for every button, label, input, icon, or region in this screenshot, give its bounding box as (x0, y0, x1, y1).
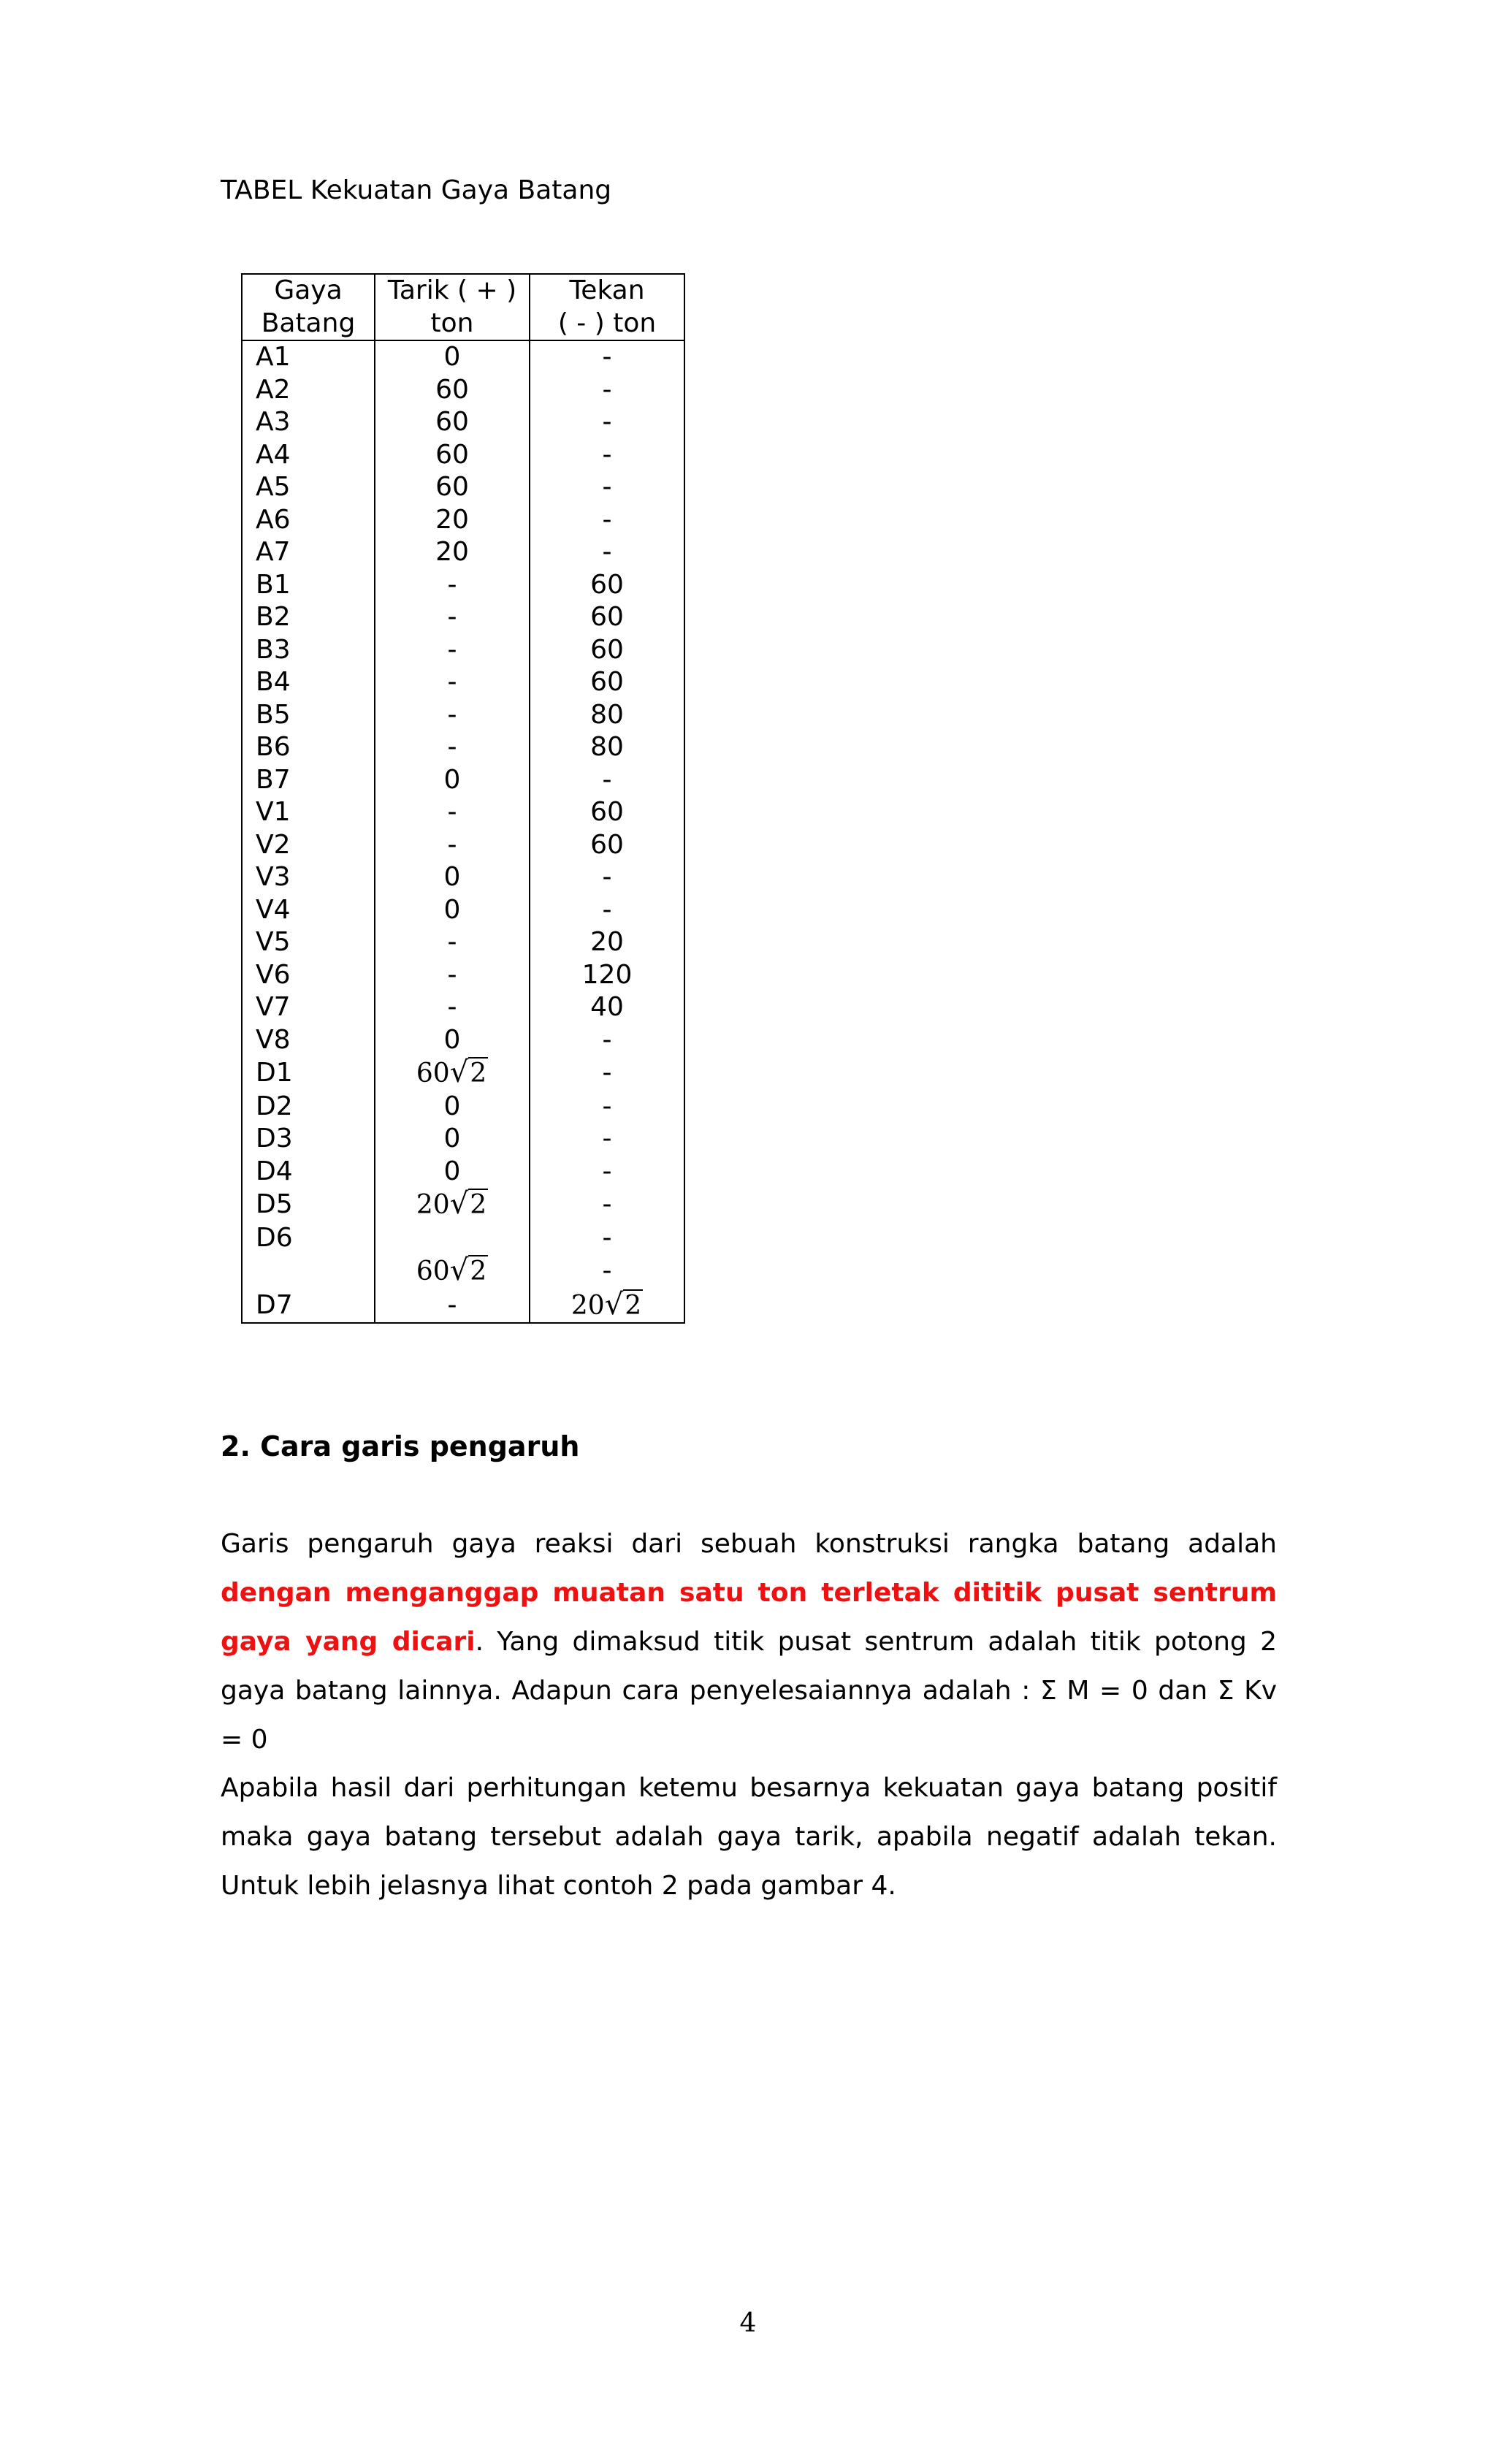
cell-tekan: - (530, 504, 684, 537)
table-row (242, 1091, 684, 1124)
cell-tekan: 80 (530, 731, 684, 764)
header-line: Batang (261, 308, 356, 338)
sqrt-value: 60√2 (416, 1056, 487, 1089)
cell-member: B2 (242, 601, 375, 634)
cell-tekan: 40 (530, 991, 684, 1024)
cell-tekan: 60 (530, 666, 684, 699)
header-tekan (530, 274, 684, 340)
paragraph-2: Apabila hasil dari perhitungan ketemu besarnya kekuatan gaya batang positif maka gaya batang tersebut adalah gaya tarik, apabila negatif adalah tekan. Untuk lebih jelasnya lihat contoh 2 pada gambar 4. (221, 1773, 1277, 1901)
table-row (242, 861, 684, 894)
table-body (242, 340, 684, 1323)
cell-tekan: 60 (530, 829, 684, 862)
table-row (242, 536, 684, 569)
cell-tekan: 80 (530, 699, 684, 732)
cell-member: A3 (242, 406, 375, 439)
cell-tekan: - (530, 439, 684, 472)
cell-tekan: 60 (530, 796, 684, 829)
cell-tekan: - (530, 340, 684, 374)
cell-tarik (375, 1188, 530, 1222)
cell-tarik (375, 1254, 530, 1289)
cell-member: A2 (242, 374, 375, 407)
cell-member: A7 (242, 536, 375, 569)
table-row (242, 374, 684, 407)
sqrt-value: 20√2 (416, 1187, 487, 1221)
cell-member: B1 (242, 569, 375, 602)
cell-tarik: 0 (375, 894, 530, 927)
cell-member: V6 (242, 959, 375, 992)
cell-tekan: 20 (530, 926, 684, 959)
header-gaya-batang (242, 274, 375, 340)
table-row (242, 601, 684, 634)
cell-tekan: - (530, 1024, 684, 1057)
cell-tarik: 60 (375, 471, 530, 504)
cell-member: A1 (242, 340, 375, 374)
cell-tarik: - (375, 991, 530, 1024)
cell-tarik: - (375, 959, 530, 992)
table-row (242, 926, 684, 959)
table-row (242, 1254, 684, 1289)
table-row (242, 666, 684, 699)
cell-member (242, 1254, 375, 1289)
header-line: Tarik ( + ) (387, 275, 517, 305)
cell-tarik: 0 (375, 1091, 530, 1124)
cell-tarik: 20 (375, 536, 530, 569)
cell-member: D3 (242, 1123, 375, 1156)
cell-tekan: - (530, 471, 684, 504)
table-row (242, 340, 684, 374)
sqrt-value: 20√2 (570, 1287, 642, 1321)
cell-tarik: - (375, 1289, 530, 1324)
cell-tekan: - (530, 1056, 684, 1091)
table-row (242, 634, 684, 667)
cell-tekan: - (530, 861, 684, 894)
cell-tarik: 0 (375, 1123, 530, 1156)
table-caption: TABEL Kekuatan Gaya Batang (221, 175, 612, 205)
cell-tarik: 60 (375, 374, 530, 407)
cell-tarik: 60 (375, 439, 530, 472)
table-row (242, 829, 684, 862)
cell-member: V2 (242, 829, 375, 862)
cell-member: A5 (242, 471, 375, 504)
header-line: Tekan (569, 275, 645, 305)
cell-tekan: 60 (530, 569, 684, 602)
table-row (242, 1188, 684, 1222)
cell-member: D1 (242, 1056, 375, 1091)
cell-member: A4 (242, 439, 375, 472)
cell-member: V3 (242, 861, 375, 894)
cell-member: D7 (242, 1289, 375, 1324)
table-row (242, 991, 684, 1024)
cell-tekan: - (530, 1156, 684, 1189)
page-number: 4 (739, 2308, 757, 2338)
cell-tarik (375, 1222, 530, 1255)
cell-member: B3 (242, 634, 375, 667)
table-row (242, 1156, 684, 1189)
cell-tekan: - (530, 374, 684, 407)
table-row (242, 471, 684, 504)
table-row (242, 731, 684, 764)
cell-tarik: - (375, 731, 530, 764)
cell-tarik (375, 1056, 530, 1091)
paragraph-1-text-after: . Yang dimaksud titik pusat sentrum adalah titik potong 2 gaya batang lainnya. Adapun cara penyelesaiannya adalah : Σ M = 0 dan Σ Kv = 0 (221, 1627, 1277, 1755)
cell-tekan: 60 (530, 634, 684, 667)
table-header-row (242, 274, 684, 340)
table-row (242, 894, 684, 927)
cell-member: B4 (242, 666, 375, 699)
cell-member: B5 (242, 699, 375, 732)
cell-tarik: 0 (375, 1024, 530, 1057)
cell-tarik: 0 (375, 764, 530, 797)
cell-member: V8 (242, 1024, 375, 1057)
cell-member: V7 (242, 991, 375, 1024)
table-row (242, 504, 684, 537)
cell-tarik: 60 (375, 406, 530, 439)
section-heading: 2. Cara garis pengaruh (221, 1430, 580, 1462)
header-line: ton (430, 308, 474, 338)
cell-tekan: - (530, 1254, 684, 1289)
table-row (242, 764, 684, 797)
cell-tarik: - (375, 699, 530, 732)
table-row (242, 1222, 684, 1255)
table-row (242, 796, 684, 829)
cell-tarik: - (375, 829, 530, 862)
cell-tarik: - (375, 796, 530, 829)
cell-tekan: - (530, 1091, 684, 1124)
cell-tekan: - (530, 406, 684, 439)
table-row (242, 1123, 684, 1156)
paragraph-1-text: Garis pengaruh gaya reaksi dari sebuah konstruksi rangka batang adalah (221, 1529, 1277, 1559)
cell-tarik: 0 (375, 340, 530, 374)
cell-member: V4 (242, 894, 375, 927)
table-row (242, 1056, 684, 1091)
cell-member: B6 (242, 731, 375, 764)
cell-tekan: - (530, 1188, 684, 1222)
table-row (242, 406, 684, 439)
cell-tarik: - (375, 569, 530, 602)
table-row (242, 569, 684, 602)
table-row (242, 1289, 684, 1324)
cell-member: A6 (242, 504, 375, 537)
table-row (242, 699, 684, 732)
cell-member: D4 (242, 1156, 375, 1189)
cell-member: D5 (242, 1188, 375, 1222)
cell-tekan: - (530, 894, 684, 927)
cell-member: B7 (242, 764, 375, 797)
cell-member: V1 (242, 796, 375, 829)
cell-tekan: - (530, 1222, 684, 1255)
table-row (242, 439, 684, 472)
cell-tekan: - (530, 1123, 684, 1156)
header-line: Gaya (274, 275, 343, 305)
cell-member: D6 (242, 1222, 375, 1255)
sqrt-value: 60√2 (416, 1254, 487, 1287)
cell-tekan: - (530, 764, 684, 797)
header-line: ( - ) ton (557, 308, 657, 338)
cell-member: V5 (242, 926, 375, 959)
cell-tarik: - (375, 634, 530, 667)
header-tarik (375, 274, 530, 340)
cell-tarik: - (375, 601, 530, 634)
cell-tarik: - (375, 926, 530, 959)
cell-tekan: 120 (530, 959, 684, 992)
table-row (242, 959, 684, 992)
cell-tarik: - (375, 666, 530, 699)
cell-tarik: 20 (375, 504, 530, 537)
cell-tekan: - (530, 536, 684, 569)
cell-tekan: 60 (530, 601, 684, 634)
force-table (241, 273, 685, 1324)
cell-tarik: 0 (375, 861, 530, 894)
cell-tarik: 0 (375, 1156, 530, 1189)
paragraph-1 (221, 1519, 1277, 1764)
cell-tekan (530, 1289, 684, 1324)
cell-member: D2 (242, 1091, 375, 1124)
paragraph-1-highlight: dengan menganggap muatan satu ton terletak dititik pusat sentrum gaya yang dicari (221, 1578, 1277, 1657)
table-row (242, 1024, 684, 1057)
